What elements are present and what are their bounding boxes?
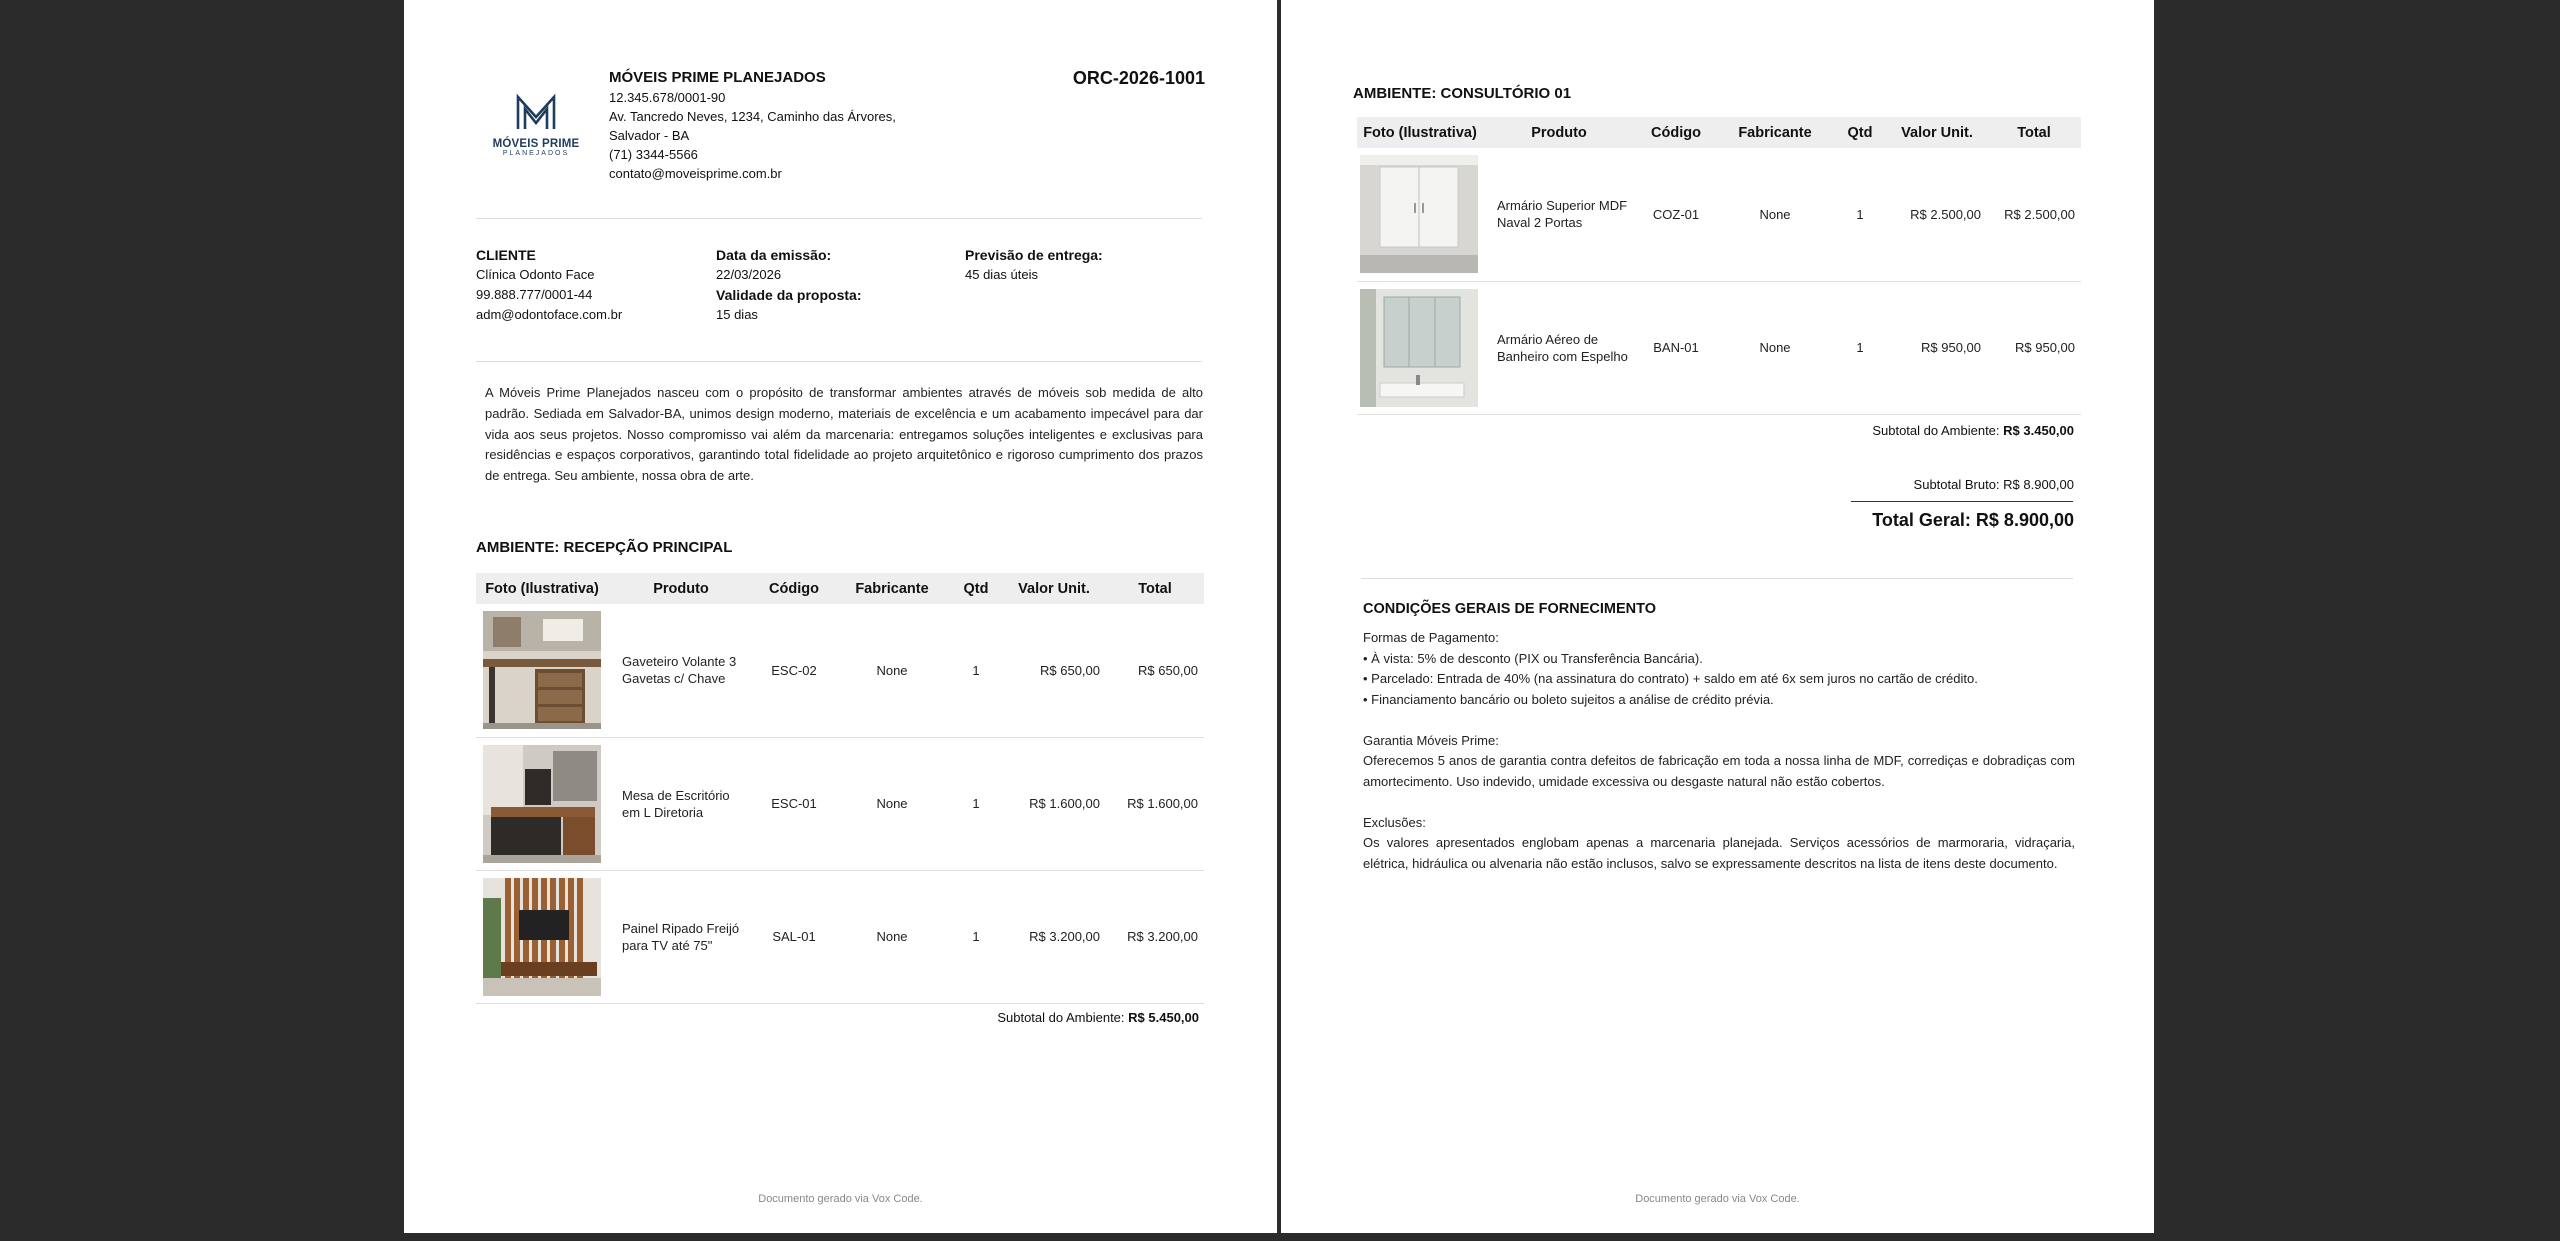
divider (1361, 578, 2073, 579)
table-row (476, 604, 1204, 737)
payment-title: Formas de Pagamento: (1363, 630, 1499, 645)
product-photo-drawer-unit (483, 611, 601, 729)
issue-date-label: Data da emissão: (716, 247, 832, 263)
payment-item: • Financiamento bancário ou boleto sujeitos a análise de crédito prévia. (1363, 691, 1774, 707)
company-logo (486, 93, 586, 161)
room-subtotal-label: Subtotal do Ambiente: (997, 1010, 1125, 1025)
grand-total: Total Geral: R$ 8.900,00 (1872, 510, 2074, 530)
product-photo-cell (1357, 281, 1483, 414)
product-photo-cell (476, 737, 608, 870)
column-header: Fabricante (1717, 117, 1833, 148)
company-address-line1: Av. Tancredo Neves, 1234, Caminho das Árvores, (609, 109, 896, 124)
room-subtotal (1872, 423, 2074, 438)
column-header: Produto (608, 573, 754, 604)
divider (476, 218, 1202, 219)
product-code: COZ-01 (1635, 148, 1717, 281)
document-page-2 (1281, 0, 2154, 1233)
product-total: R$ 950,00 (1987, 281, 2081, 414)
client-email: adm@odontoface.com.br (476, 307, 623, 322)
product-photo-wall-cabinet (1360, 155, 1478, 273)
dates-block (716, 245, 861, 325)
product-name: Mesa de Escritório em L Diretoria (608, 737, 754, 870)
product-unit-price: R$ 650,00 (1002, 604, 1106, 737)
exclusions-text: Os valores apresentados englobam apenas a marcenaria planejada. Serviços acessórios de marmoraria, vidraçaria, elétrica, hidráulica ou alvenaria não estão inclusos, salvo se expressamente descritos na lista de itens deste documento. (1363, 835, 2075, 871)
delivery-block (965, 245, 1103, 285)
room-title: AMBIENTE: RECEPÇÃO PRINCIPAL (476, 539, 733, 556)
product-qty: 1 (950, 604, 1002, 737)
table-row (476, 737, 1204, 870)
column-header: Qtd (1833, 117, 1887, 148)
product-unit-price: R$ 1.600,00 (1002, 737, 1106, 870)
column-header: Foto (Ilustrativa) (476, 573, 608, 604)
product-unit-price: R$ 950,00 (1887, 281, 1987, 414)
product-photo-office-desk (483, 745, 601, 863)
product-photo-mirror-cabinet (1360, 289, 1478, 407)
table-row (476, 870, 1204, 1003)
delivery-value: 45 dias úteis (965, 267, 1038, 282)
page-footer: Documento gerado via Vox Code. (758, 1193, 923, 1205)
table-header-row (1357, 117, 2081, 148)
items-table (1357, 117, 2081, 415)
product-name: Armário Superior MDF Naval 2 Portas (1483, 148, 1635, 281)
column-header: Foto (Ilustrativa) (1357, 117, 1483, 148)
column-header: Total (1106, 573, 1204, 604)
room-subtotal-value: R$ 3.450,00 (2003, 423, 2074, 438)
column-header: Total (1987, 117, 2081, 148)
product-code: BAN-01 (1635, 281, 1717, 414)
company-description: A Móveis Prime Planejados nasceu com o propósito de transformar ambientes através de móveis sob medida de alto padrão. Sediada em Salvador-BA, unimos design moderno, materiais de excelência e um acabamento impecável para dar vida aos seus projetos. Nosso compromisso vai além da marcenaria: entregamos soluções inteligentes e exclusivas para residências e espaços corporativos, garantindo total fidelidade ao projeto arquitetônico e rigoroso cumprimento dos prazos de entrega. Seu ambiente, nossa obra de arte. (485, 385, 1203, 484)
logo-subtitle: PLANEJADOS (502, 150, 570, 157)
product-total: R$ 650,00 (1106, 604, 1204, 737)
company-email: contato@moveisprime.com.br (609, 166, 782, 181)
conditions-body (1363, 628, 2075, 874)
room-subtotal (997, 1010, 1199, 1025)
client-label: CLIENTE (476, 247, 536, 263)
column-header: Valor Unit. (1887, 117, 1987, 148)
product-qty: 1 (950, 737, 1002, 870)
product-name: Gaveteiro Volante 3 Gavetas c/ Chave (608, 604, 754, 737)
validity-label: Validade da proposta: (716, 287, 862, 303)
product-maker: None (834, 737, 950, 870)
column-header: Produto (1483, 117, 1635, 148)
room-subtotal-value: R$ 5.450,00 (1128, 1010, 1199, 1025)
company-cnpj: 12.345.678/0001-90 (609, 90, 726, 105)
product-maker: None (834, 870, 950, 1003)
payment-item: • Parcelado: Entrada de 40% (na assinatura do contrato) + saldo em até 6x sem juros no cartão de crédito. (1363, 671, 1978, 686)
product-qty: 1 (950, 870, 1002, 1003)
company-name: MÓVEIS PRIME PLANEJADOS (609, 69, 826, 86)
column-header: Qtd (950, 573, 1002, 604)
product-qty: 1 (1833, 148, 1887, 281)
document-number: ORC-2026-1001 (1072, 68, 1205, 88)
gross-subtotal: Subtotal Bruto: R$ 8.900,00 (1913, 477, 2074, 492)
column-header: Fabricante (834, 573, 950, 604)
product-total: R$ 1.600,00 (1106, 737, 1204, 870)
items-table (476, 573, 1204, 1004)
product-qty: 1 (1833, 281, 1887, 414)
product-maker: None (834, 604, 950, 737)
product-name: Painel Ripado Freijó para TV até 75" (608, 870, 754, 1003)
logo-m-icon (514, 93, 558, 131)
product-maker: None (1717, 148, 1833, 281)
product-name: Armário Aéreo de Banheiro com Espelho (1483, 281, 1635, 414)
company-info (609, 68, 896, 183)
column-header: Código (1635, 117, 1717, 148)
product-total: R$ 3.200,00 (1106, 870, 1204, 1003)
product-unit-price: R$ 3.200,00 (1002, 870, 1106, 1003)
product-photo-cell (1357, 148, 1483, 281)
product-photo-cell (476, 870, 608, 1003)
table-header-row (476, 573, 1204, 604)
product-code: ESC-01 (754, 737, 834, 870)
document-page-1 (404, 0, 1277, 1233)
client-name: Clínica Odonto Face (476, 267, 595, 282)
company-address-line2: Salvador - BA (609, 128, 690, 143)
room-title: AMBIENTE: CONSULTÓRIO 01 (1353, 85, 1572, 102)
warranty-text: Oferecemos 5 anos de garantia contra defeitos de fabricação em toda a nossa linha de MDF, corrediças e dobradiças com amortecimento. Uso indevido, umidade excessiva ou desgaste natural não estão cobertos. (1363, 753, 2075, 789)
product-photo-cell (476, 604, 608, 737)
room-subtotal-label: Subtotal do Ambiente: (1872, 423, 2000, 438)
logo-wordmark: MÓVEIS PRIME (492, 138, 580, 150)
product-code: SAL-01 (754, 870, 834, 1003)
client-document: 99.888.777/0001-44 (476, 287, 593, 302)
totals-divider (1851, 501, 2073, 502)
warranty-title: Garantia Móveis Prime: (1363, 732, 1499, 748)
table-row (1357, 148, 2081, 281)
product-total: R$ 2.500,00 (1987, 148, 2081, 281)
page-footer: Documento gerado via Vox Code. (1635, 1193, 1800, 1205)
validity-value: 15 dias (716, 307, 758, 322)
conditions-title: CONDIÇÕES GERAIS DE FORNECIMENTO (1363, 601, 1656, 617)
exclusions-title: Exclusões: (1363, 814, 1426, 830)
table-row (1357, 281, 2081, 414)
payment-item: • À vista: 5% de desconto (PIX ou Transferência Bancária). (1363, 650, 1703, 666)
column-header: Valor Unit. (1002, 573, 1106, 604)
issue-date-value: 22/03/2026 (716, 267, 782, 282)
product-photo-tv-panel (483, 878, 601, 996)
company-phone: (71) 3344-5566 (609, 147, 698, 162)
product-unit-price: R$ 2.500,00 (1887, 148, 1987, 281)
delivery-label: Previsão de entrega: (965, 247, 1103, 263)
client-block (476, 245, 622, 325)
product-maker: None (1717, 281, 1833, 414)
column-header: Código (754, 573, 834, 604)
product-code: ESC-02 (754, 604, 834, 737)
divider (476, 361, 1202, 362)
